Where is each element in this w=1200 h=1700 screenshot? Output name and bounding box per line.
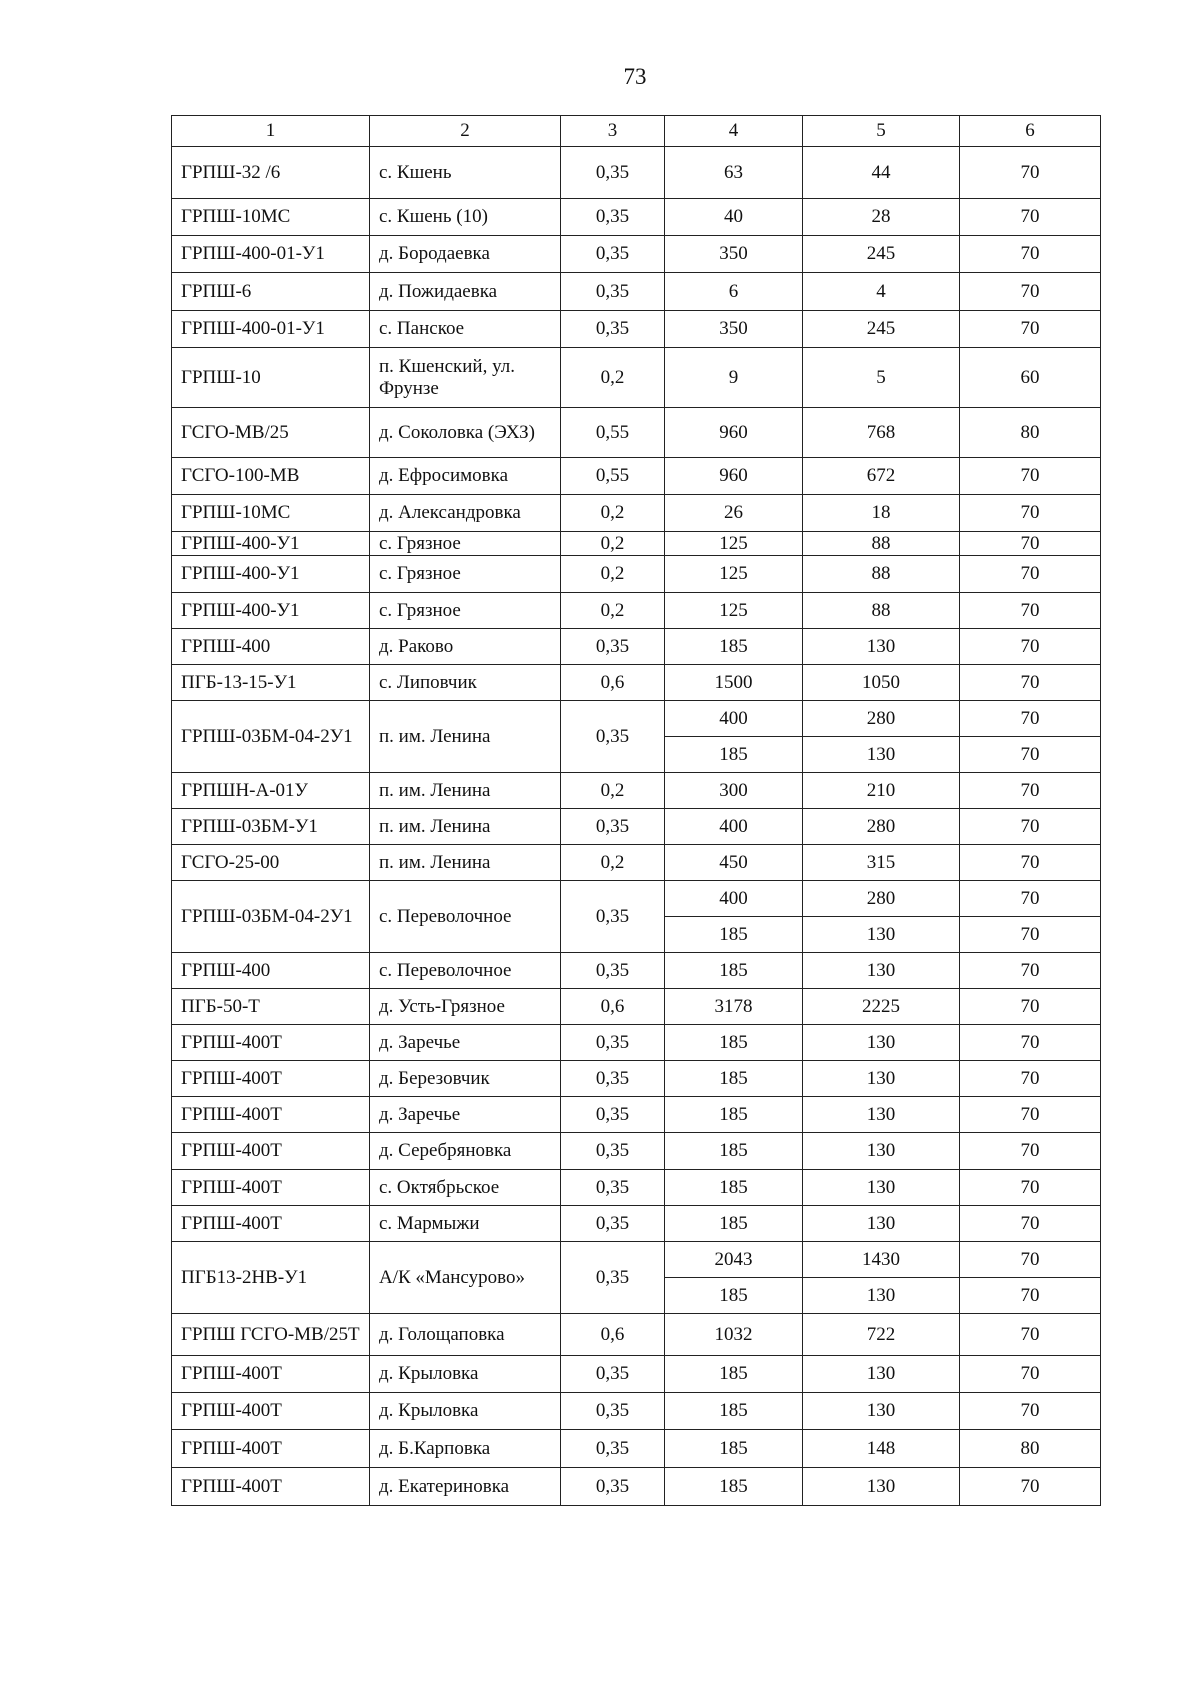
pressure-cell: 0,35 (561, 199, 665, 236)
location-cell: д. Бородаевка (370, 236, 561, 273)
pressure-cell: 0,35 (561, 1025, 665, 1061)
location-cell: п. им. Ленина (370, 845, 561, 881)
value-cell-col4: 300 (665, 773, 803, 809)
value-cell-col5: 130 (803, 1356, 960, 1393)
table-row (172, 845, 1101, 881)
pressure-cell: 0,35 (561, 1356, 665, 1393)
table-header-row (172, 116, 1101, 147)
equipment-type-cell: ГРПШ-32 /6 (172, 147, 370, 199)
equipment-type-cell: ГРПШ-10МС (172, 495, 370, 532)
value-cell-col4: 125 (665, 593, 803, 629)
equipment-type-cell: ГРПШ-400Т (172, 1097, 370, 1133)
value-cell-col4: 63 (665, 147, 803, 199)
pressure-cell: 0,35 (561, 1206, 665, 1242)
table-row (172, 1097, 1101, 1133)
location-cell: д. Б.Карповка (370, 1430, 561, 1468)
value-cell-col5: 768 (803, 408, 960, 458)
location-cell: с. Переволочное (370, 953, 561, 989)
equipment-type-cell: ГРПШ-400Т (172, 1356, 370, 1393)
value-cell-col5: 130 (803, 1133, 960, 1170)
value-cell-col6: 70 (960, 1314, 1101, 1356)
value-cell-col4: 185 (665, 1356, 803, 1393)
value-cell-col6: 70 (960, 989, 1101, 1025)
value-cell-col6: 70 (960, 236, 1101, 273)
value-cell-col5: 672 (803, 458, 960, 495)
value-cell-col6: 70 (960, 1061, 1101, 1097)
value-cell-col4: 185 (665, 953, 803, 989)
table-row (172, 199, 1101, 236)
value-cell-col6: 70 (960, 629, 1101, 665)
table-row (172, 593, 1101, 629)
equipment-type-cell: ГРПШ-400Т (172, 1025, 370, 1061)
value-cell-col4: 450 (665, 845, 803, 881)
value-cell-col5: 280 (803, 809, 960, 845)
value-cell-col4: 125 (665, 556, 803, 593)
value-cell-col5: 130 (803, 953, 960, 989)
table-row (172, 1393, 1101, 1430)
table-row (172, 989, 1101, 1025)
value-cell-col5: 4 (803, 273, 960, 311)
value-cell-col6: 70 (960, 1356, 1101, 1393)
pressure-cell: 0,35 (561, 147, 665, 199)
value-cell-col6: 70 (960, 593, 1101, 629)
equipment-type-cell: ГРПШ-400Т (172, 1133, 370, 1170)
value-cell-col6: 70 (960, 845, 1101, 881)
pressure-cell: 0,35 (561, 881, 665, 953)
value-cell-col4: 185 (665, 1025, 803, 1061)
value-cell-col6: 80 (960, 408, 1101, 458)
table-row (172, 809, 1101, 845)
value-cell-col6: 70 (960, 495, 1101, 532)
pressure-cell: 0,35 (561, 273, 665, 311)
pressure-cell: 0,35 (561, 311, 665, 348)
value-cell-col4: 185 (665, 1206, 803, 1242)
value-cell-col6: 70 (960, 1393, 1101, 1430)
location-cell: д. Усть-Грязное (370, 989, 561, 1025)
pressure-cell: 0,35 (561, 1430, 665, 1468)
equipment-type-cell: ГРПШН-А-01У (172, 773, 370, 809)
value-cell-col6: 70 (960, 953, 1101, 989)
value-cell-col4: 960 (665, 458, 803, 495)
value-cell-col5: 130 (803, 737, 960, 773)
value-cell-col5: 18 (803, 495, 960, 532)
location-cell: А/К «Мансурово» (370, 1242, 561, 1314)
value-cell-col5: 245 (803, 311, 960, 348)
table-row (172, 665, 1101, 701)
value-cell-col5: 130 (803, 1061, 960, 1097)
value-cell-col4: 185 (665, 1061, 803, 1097)
value-cell-col5: 130 (803, 917, 960, 953)
pressure-cell: 0,2 (561, 845, 665, 881)
value-cell-col6: 70 (960, 1206, 1101, 1242)
location-cell: с. Липовчик (370, 665, 561, 701)
equipment-table (171, 115, 1101, 1506)
table-row (172, 348, 1101, 408)
value-cell-col4: 26 (665, 495, 803, 532)
location-cell: с. Мармыжи (370, 1206, 561, 1242)
value-cell-col4: 6 (665, 273, 803, 311)
location-cell: д. Соколовка (ЭХЗ) (370, 408, 561, 458)
value-cell-col4: 40 (665, 199, 803, 236)
equipment-type-cell: ГРПШ-400-01-У1 (172, 311, 370, 348)
equipment-type-cell: ГРПШ-10 (172, 348, 370, 408)
table-row (172, 147, 1101, 199)
value-cell-col6: 70 (960, 773, 1101, 809)
value-cell-col4: 400 (665, 809, 803, 845)
location-cell: п. им. Ленина (370, 773, 561, 809)
location-cell: д. Екатериновка (370, 1468, 561, 1506)
table-row (172, 236, 1101, 273)
equipment-type-cell: ГРПШ ГСГО-МВ/25Т (172, 1314, 370, 1356)
value-cell-col6: 60 (960, 348, 1101, 408)
value-cell-col4: 960 (665, 408, 803, 458)
location-cell: д. Крыловка (370, 1393, 561, 1430)
value-cell-col4: 185 (665, 917, 803, 953)
pressure-cell: 0,2 (561, 532, 665, 556)
location-cell: д. Ефросимовка (370, 458, 561, 495)
table-row (172, 408, 1101, 458)
value-cell-col5: 130 (803, 1170, 960, 1206)
value-cell-col4: 350 (665, 311, 803, 348)
equipment-type-cell: ГРПШ-400Т (172, 1170, 370, 1206)
table-row (172, 629, 1101, 665)
value-cell-col4: 3178 (665, 989, 803, 1025)
pressure-cell: 0,35 (561, 1468, 665, 1506)
pressure-cell: 0,6 (561, 1314, 665, 1356)
value-cell-col5: 88 (803, 556, 960, 593)
pressure-cell: 0,55 (561, 408, 665, 458)
value-cell-col4: 400 (665, 701, 803, 737)
location-cell: с. Грязное (370, 556, 561, 593)
pressure-cell: 0,55 (561, 458, 665, 495)
value-cell-col6: 70 (960, 809, 1101, 845)
table-row (172, 1242, 1101, 1278)
value-cell-col5: 44 (803, 147, 960, 199)
value-cell-col5: 722 (803, 1314, 960, 1356)
column-header: 3 (561, 116, 665, 147)
value-cell-col4: 185 (665, 629, 803, 665)
value-cell-col5: 1050 (803, 665, 960, 701)
value-cell-col6: 70 (960, 1278, 1101, 1314)
value-cell-col5: 28 (803, 199, 960, 236)
pressure-cell: 0,6 (561, 989, 665, 1025)
value-cell-col6: 70 (960, 881, 1101, 917)
value-cell-col4: 2043 (665, 1242, 803, 1278)
value-cell-col6: 70 (960, 1133, 1101, 1170)
table-row (172, 311, 1101, 348)
value-cell-col6: 70 (960, 917, 1101, 953)
value-cell-col4: 9 (665, 348, 803, 408)
value-cell-col6: 70 (960, 1170, 1101, 1206)
table-row (172, 532, 1101, 556)
location-cell: д. Серебряновка (370, 1133, 561, 1170)
equipment-type-cell: ГРПШ-03БМ-04-2У1 (172, 881, 370, 953)
equipment-type-cell: ГРПШ-400Т (172, 1061, 370, 1097)
value-cell-col5: 130 (803, 1097, 960, 1133)
value-cell-col5: 280 (803, 881, 960, 917)
location-cell: с. Октябрьское (370, 1170, 561, 1206)
value-cell-col4: 185 (665, 1468, 803, 1506)
value-cell-col5: 2225 (803, 989, 960, 1025)
value-cell-col6: 70 (960, 1025, 1101, 1061)
table-row (172, 1468, 1101, 1506)
table-row (172, 773, 1101, 809)
pressure-cell: 0,6 (561, 665, 665, 701)
value-cell-col6: 70 (960, 737, 1101, 773)
equipment-type-cell: ПГБ-50-Т (172, 989, 370, 1025)
location-cell: д. Раково (370, 629, 561, 665)
value-cell-col5: 280 (803, 701, 960, 737)
value-cell-col4: 185 (665, 1430, 803, 1468)
value-cell-col5: 210 (803, 773, 960, 809)
equipment-type-cell: ГРПШ-400-01-У1 (172, 236, 370, 273)
table-row (172, 458, 1101, 495)
value-cell-col5: 315 (803, 845, 960, 881)
pressure-cell: 0,35 (561, 1170, 665, 1206)
location-cell: с. Кшень (370, 147, 561, 199)
pressure-cell: 0,35 (561, 1097, 665, 1133)
equipment-type-cell: ГРПШ-6 (172, 273, 370, 311)
equipment-type-cell: ГСГО-25-00 (172, 845, 370, 881)
equipment-type-cell: ГРПШ-400-У1 (172, 532, 370, 556)
table-row (172, 1025, 1101, 1061)
value-cell-col6: 70 (960, 532, 1101, 556)
column-header: 1 (172, 116, 370, 147)
equipment-type-cell: ГРПШ-03БМ-У1 (172, 809, 370, 845)
location-cell: д. Заречье (370, 1025, 561, 1061)
equipment-type-cell: ПГБ13-2НВ-У1 (172, 1242, 370, 1314)
pressure-cell: 0,35 (561, 953, 665, 989)
location-cell: с. Переволочное (370, 881, 561, 953)
equipment-type-cell: ГРПШ-400Т (172, 1393, 370, 1430)
value-cell-col5: 130 (803, 1025, 960, 1061)
value-cell-col4: 185 (665, 1170, 803, 1206)
pressure-cell: 0,35 (561, 236, 665, 273)
equipment-type-cell: ГСГО-100-МВ (172, 458, 370, 495)
value-cell-col5: 88 (803, 532, 960, 556)
equipment-type-cell: ГРПШ-400Т (172, 1468, 370, 1506)
pressure-cell: 0,35 (561, 1242, 665, 1314)
value-cell-col6: 70 (960, 665, 1101, 701)
value-cell-col5: 245 (803, 236, 960, 273)
pressure-cell: 0,35 (561, 1133, 665, 1170)
table-row (172, 1356, 1101, 1393)
page-number: 73 (623, 64, 647, 89)
pressure-cell: 0,2 (561, 773, 665, 809)
table-row (172, 881, 1101, 917)
value-cell-col4: 125 (665, 532, 803, 556)
value-cell-col5: 130 (803, 1206, 960, 1242)
table-row (172, 495, 1101, 532)
equipment-type-cell: ГРПШ-03БМ-04-2У1 (172, 701, 370, 773)
location-cell: д. Александровка (370, 495, 561, 532)
location-cell: д. Голощаповка (370, 1314, 561, 1356)
location-cell: д. Пожидаевка (370, 273, 561, 311)
location-cell: с. Кшень (10) (370, 199, 561, 236)
value-cell-col6: 70 (960, 273, 1101, 311)
value-cell-col6: 70 (960, 147, 1101, 199)
column-header: 5 (803, 116, 960, 147)
table-row (172, 1430, 1101, 1468)
value-cell-col6: 70 (960, 1242, 1101, 1278)
pressure-cell: 0,35 (561, 1061, 665, 1097)
equipment-type-cell: ГРПШ-400Т (172, 1430, 370, 1468)
equipment-type-cell: ГРПШ-10МС (172, 199, 370, 236)
table-row (172, 1314, 1101, 1356)
equipment-type-cell: ГРПШ-400-У1 (172, 556, 370, 593)
pressure-cell: 0,35 (561, 701, 665, 773)
pressure-cell: 0,2 (561, 348, 665, 408)
table-row (172, 1170, 1101, 1206)
location-cell: с. Панское (370, 311, 561, 348)
value-cell-col4: 400 (665, 881, 803, 917)
location-cell: с. Грязное (370, 593, 561, 629)
value-cell-col6: 70 (960, 1097, 1101, 1133)
equipment-type-cell: ПГБ-13-15-У1 (172, 665, 370, 701)
value-cell-col5: 88 (803, 593, 960, 629)
column-header: 4 (665, 116, 803, 147)
location-cell: д. Заречье (370, 1097, 561, 1133)
column-header: 2 (370, 116, 561, 147)
pressure-cell: 0,35 (561, 1393, 665, 1430)
pressure-cell: 0,2 (561, 556, 665, 593)
value-cell-col6: 70 (960, 701, 1101, 737)
location-cell: д. Березовчик (370, 1061, 561, 1097)
table-row (172, 1061, 1101, 1097)
value-cell-col4: 350 (665, 236, 803, 273)
equipment-type-cell: ГРПШ-400Т (172, 1206, 370, 1242)
value-cell-col6: 70 (960, 1468, 1101, 1506)
value-cell-col5: 130 (803, 629, 960, 665)
table-row (172, 701, 1101, 737)
table-row (172, 273, 1101, 311)
equipment-type-cell: ГСГО-МВ/25 (172, 408, 370, 458)
equipment-type-cell: ГРПШ-400 (172, 629, 370, 665)
pressure-cell: 0,2 (561, 495, 665, 532)
value-cell-col6: 80 (960, 1430, 1101, 1468)
equipment-type-cell: ГРПШ-400 (172, 953, 370, 989)
table-row (172, 1133, 1101, 1170)
value-cell-col4: 185 (665, 737, 803, 773)
pressure-cell: 0,35 (561, 629, 665, 665)
table-row (172, 556, 1101, 593)
value-cell-col5: 130 (803, 1393, 960, 1430)
value-cell-col4: 1032 (665, 1314, 803, 1356)
value-cell-col5: 130 (803, 1468, 960, 1506)
location-cell: п. Кшенский, ул. Фрунзе (370, 348, 561, 408)
value-cell-col6: 70 (960, 458, 1101, 495)
table-row (172, 953, 1101, 989)
location-cell: п. им. Ленина (370, 809, 561, 845)
value-cell-col6: 70 (960, 311, 1101, 348)
location-cell: с. Грязное (370, 532, 561, 556)
value-cell-col6: 70 (960, 556, 1101, 593)
table-row (172, 1206, 1101, 1242)
equipment-type-cell: ГРПШ-400-У1 (172, 593, 370, 629)
table-body (172, 147, 1101, 1506)
value-cell-col4: 185 (665, 1393, 803, 1430)
value-cell-col4: 185 (665, 1133, 803, 1170)
value-cell-col4: 1500 (665, 665, 803, 701)
pressure-cell: 0,2 (561, 593, 665, 629)
value-cell-col5: 148 (803, 1430, 960, 1468)
location-cell: п. им. Ленина (370, 701, 561, 773)
value-cell-col4: 185 (665, 1097, 803, 1133)
column-header: 6 (960, 116, 1101, 147)
value-cell-col5: 130 (803, 1278, 960, 1314)
pressure-cell: 0,35 (561, 809, 665, 845)
value-cell-col5: 1430 (803, 1242, 960, 1278)
value-cell-col5: 5 (803, 348, 960, 408)
value-cell-col6: 70 (960, 199, 1101, 236)
value-cell-col4: 185 (665, 1278, 803, 1314)
location-cell: д. Крыловка (370, 1356, 561, 1393)
